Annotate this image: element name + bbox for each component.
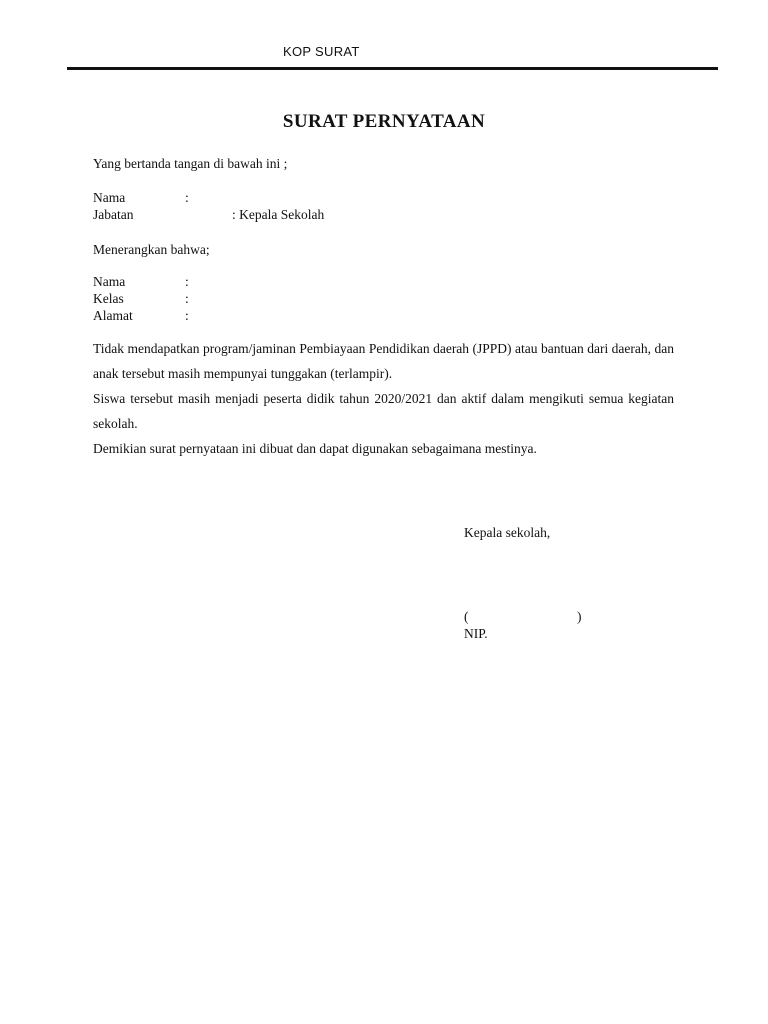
document-title: SURAT PERNYATAAN: [282, 111, 486, 132]
student-nama-label: Nama: [93, 274, 126, 289]
signer-jabatan-value: : Kepala Sekolah: [232, 207, 325, 222]
body-paragraph-3: Demikian surat pernyataan ini dibuat dan dapat digunakan sebagaimana mestinya.: [93, 441, 537, 456]
student-kelas-label: Kelas: [93, 291, 124, 306]
letterhead-placeholder: KOP SURAT: [283, 44, 360, 59]
letterhead-divider: [67, 67, 718, 70]
signature-close-paren: ): [577, 609, 582, 624]
signer-jabatan-label: Jabatan: [93, 207, 134, 222]
student-alamat-label: Alamat: [93, 308, 133, 323]
student-nama-colon: :: [185, 274, 189, 289]
signer-nama-colon: :: [185, 190, 189, 205]
signature-open-paren: (: [464, 609, 469, 624]
opening-line: Yang bertanda tangan di bawah ini ;: [93, 156, 288, 171]
body-paragraph-2: Siswa tersebut masih menjadi peserta didik tahun 2020/2021 dan aktif dalam mengikuti semua kegiatan sekolah.: [93, 391, 674, 431]
student-alamat-colon: :: [185, 308, 189, 323]
signature-role: Kepala sekolah,: [464, 525, 551, 540]
student-kelas-colon: :: [185, 291, 189, 306]
body-paragraph-1: Tidak mendapatkan program/jaminan Pembiayaan Pendidikan daerah (JPPD) atau bantuan dari daerah, dan anak tersebut masih mempunyai tunggakan (terlampir).: [93, 341, 674, 381]
menerangkan-line: Menerangkan bahwa;: [93, 242, 210, 257]
signer-nama-label: Nama: [93, 190, 126, 205]
signature-nip: NIP.: [464, 626, 488, 641]
